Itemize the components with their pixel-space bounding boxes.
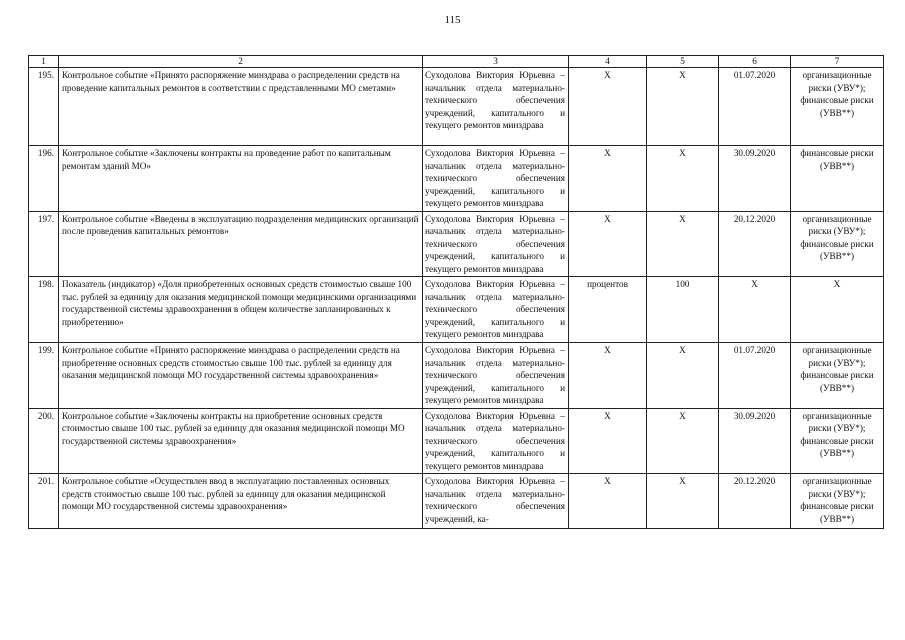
- row-number: 200.: [29, 408, 59, 474]
- unit-cell: Х: [569, 343, 647, 409]
- table-row: [29, 277, 884, 343]
- plan-table: [28, 55, 884, 529]
- header-cell: 3: [423, 56, 569, 68]
- risk-cell: организационные риски (УВУ*); финансовые риски (УВВ**): [791, 211, 884, 277]
- unit-cell: Х: [569, 146, 647, 212]
- table-row: [29, 474, 884, 529]
- responsible-cell: Суходолова Виктория Юрьевна – начальник отдела материально-технического обеспечения учреждений, капитального и текущего ремонтов минздрава: [423, 68, 569, 146]
- responsible-cell: Суходолова Виктория Юрьевна – начальник отдела материально-технического обеспечения учреждений, капитального и текущего ремонтов минздрава: [423, 408, 569, 474]
- responsible-cell: Суходолова Виктория Юрьевна – начальник отдела материально-технического обеспечения учреждений, капитального и текущего ремонтов минздрава: [423, 277, 569, 343]
- risk-cell: Х: [791, 277, 884, 343]
- table-row: [29, 211, 884, 277]
- risk-cell: организационные риски (УВУ*); финансовые риски (УВВ**): [791, 68, 884, 146]
- event-cell: Контрольное событие «Принято распоряжение минздрава о распределении средств на проведение капитальных ремонтов в соответствии с представленными МО сметами»: [59, 68, 423, 146]
- unit-cell: Х: [569, 408, 647, 474]
- table-row: [29, 408, 884, 474]
- row-number: 196.: [29, 146, 59, 212]
- page-number: 115: [444, 14, 461, 26]
- table-row: [29, 343, 884, 409]
- header-cell: 4: [569, 56, 647, 68]
- value-cell: Х: [647, 146, 719, 212]
- value-cell: Х: [647, 408, 719, 474]
- value-cell: Х: [647, 474, 719, 529]
- value-cell: 100: [647, 277, 719, 343]
- date-cell: 01.07.2020: [719, 343, 791, 409]
- event-cell: Контрольное событие «Введены в эксплуатацию подразделения медицинских организаций после проведения капитальных ремонтов»: [59, 211, 423, 277]
- risk-cell: финансовые риски (УВВ**): [791, 146, 884, 212]
- event-cell: Контрольное событие «Принято распоряжение минздрава о распределении средств на приобретение основных средств стоимостью свыше 100 тыс. рублей за единицу для оказания медицинской помощи МО государственной системы здравоохранения»: [59, 343, 423, 409]
- header-cell: 7: [791, 56, 884, 68]
- date-cell: 30.09.2020: [719, 146, 791, 212]
- table-row: [29, 146, 884, 212]
- risk-cell: организационные риски (УВУ*); финансовые риски (УВВ**): [791, 343, 884, 409]
- row-number: 195.: [29, 68, 59, 146]
- responsible-cell: Суходолова Виктория Юрьевна – начальник отдела материально-технического обеспечения учреждений, ка-: [423, 474, 569, 529]
- row-number: 197.: [29, 211, 59, 277]
- header-cell: 1: [29, 56, 59, 68]
- date-cell: Х: [719, 277, 791, 343]
- responsible-cell: Суходолова Виктория Юрьевна – начальник отдела материально-технического обеспечения учреждений, капитального и текущего ремонтов минздрава: [423, 343, 569, 409]
- unit-cell: Х: [569, 474, 647, 529]
- row-number: 201.: [29, 474, 59, 529]
- date-cell: 01.07.2020: [719, 68, 791, 146]
- responsible-cell: Суходолова Виктория Юрьевна – начальник отдела материально-технического обеспечения учреждений, капитального и текущего ремонтов минздрава: [423, 211, 569, 277]
- value-cell: Х: [647, 343, 719, 409]
- row-number: 199.: [29, 343, 59, 409]
- risk-cell: организационные риски (УВУ*); финансовые риски (УВВ**): [791, 408, 884, 474]
- header-cell: 5: [647, 56, 719, 68]
- header-cell: 6: [719, 56, 791, 68]
- date-cell: 20.12.2020: [719, 474, 791, 529]
- value-cell: Х: [647, 211, 719, 277]
- risk-cell: организационные риски (УВУ*); финансовые риски (УВВ**): [791, 474, 884, 529]
- header-cell: 2: [59, 56, 423, 68]
- responsible-cell: Суходолова Виктория Юрьевна – начальник отдела материально-технического обеспечения учреждений, капитального и текущего ремонтов минздрава: [423, 146, 569, 212]
- event-cell: Показатель (индикатор) «Доля приобретенных основных средств стоимостью свыше 100 тыс. рублей за единицу для оказания медицинской помощи медицинскими организациями государственной системы здравоохранения в общем количестве запланированных к приобретению»: [59, 277, 423, 343]
- event-cell: Контрольное событие «Заключены контракты на проведение работ по капитальным ремонтам зданий МО»: [59, 146, 423, 212]
- date-cell: 30.09.2020: [719, 408, 791, 474]
- unit-cell: процентов: [569, 277, 647, 343]
- table-row: [29, 68, 884, 146]
- event-cell: Контрольное событие «Осуществлен ввод в эксплуатацию поставленных основных средств стоимостью свыше 100 тыс. рублей за единицу для оказания медицинской помощи МО государственной системы здравоохранения»: [59, 474, 423, 529]
- date-cell: 20.12.2020: [719, 211, 791, 277]
- unit-cell: Х: [569, 211, 647, 277]
- row-number: 198.: [29, 277, 59, 343]
- unit-cell: Х: [569, 68, 647, 146]
- value-cell: Х: [647, 68, 719, 146]
- header-row: [29, 56, 884, 68]
- event-cell: Контрольное событие «Заключены контракты на приобретение основных средств стоимостью свыше 100 тыс. рублей за единицу для оказания медицинской помощи МО государственной системы здравоохранения»: [59, 408, 423, 474]
